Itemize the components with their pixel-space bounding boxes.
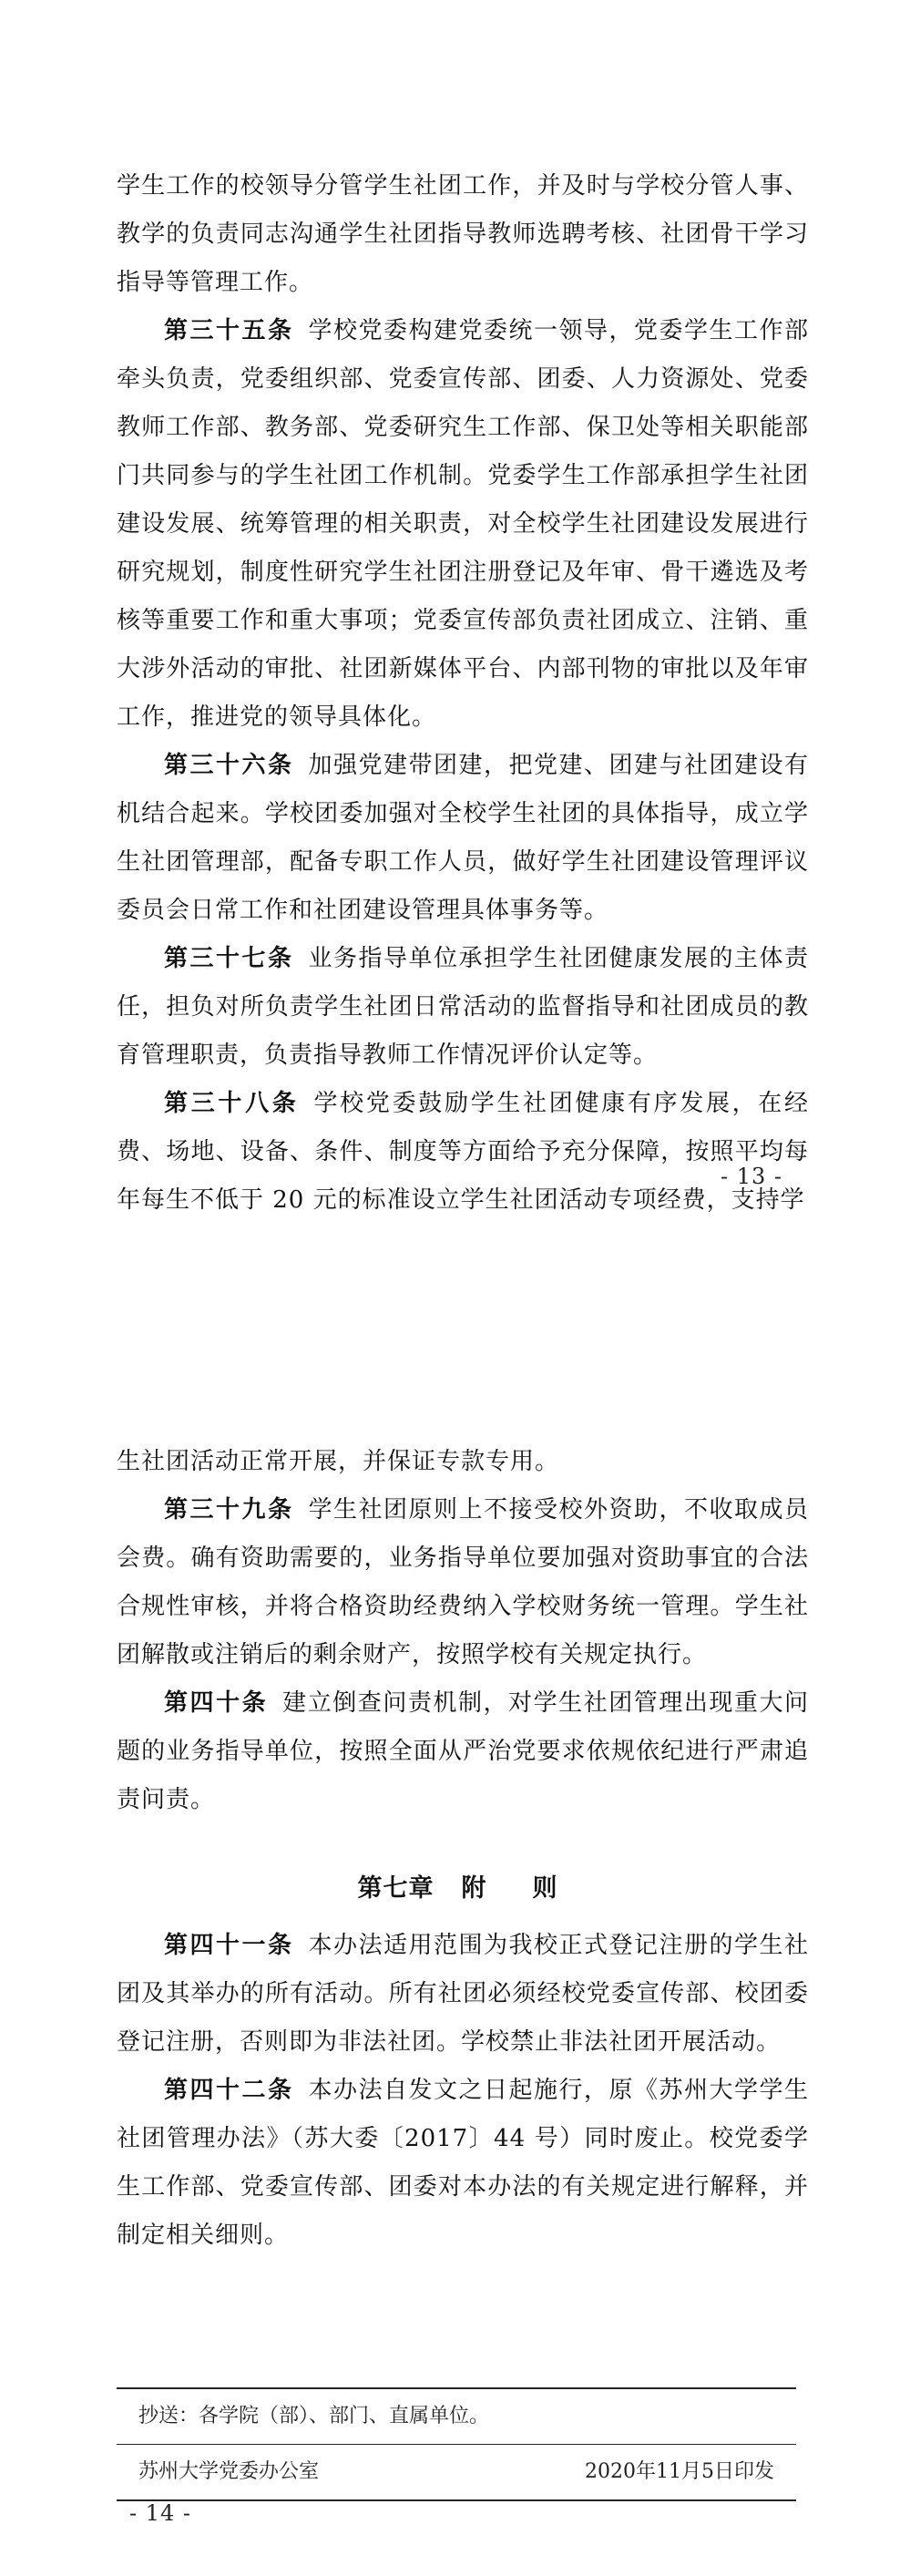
paragraph-text: 生社团活动正常开展，并保证专款专用。 bbox=[117, 1448, 560, 1475]
cc-line: 抄送：各学院（部）、部门、直属单位。 bbox=[138, 2405, 490, 2427]
article-number: 第三十八条 bbox=[164, 1090, 300, 1117]
page-14-body bbox=[117, 1438, 809, 2260]
article-number: 第三十五条 bbox=[164, 317, 294, 344]
paragraph-continued bbox=[117, 1438, 809, 1486]
document-page-14 bbox=[0, 1421, 910, 2576]
issue-date: 2020年11月5日印发 bbox=[585, 2460, 774, 2483]
paragraph-text: 学生工作的校领导分管学生社团工作，并及时与学校分管人事、教学的负责同志沟通学生社团指导教师选聘考核、社团骨干学习指导等管理工作。 bbox=[117, 172, 809, 296]
article-40 bbox=[117, 1679, 809, 1824]
article-35 bbox=[117, 307, 809, 742]
article-36 bbox=[117, 742, 809, 935]
distribution-block bbox=[117, 2387, 796, 2501]
page-number: - 14 - bbox=[129, 2500, 192, 2526]
paragraph-text: 学生社团原则上不接受校外资助，不收取成员会费。确有资助需要的，业务指导单位要加强对资助事宜的合法合规性审核，并将合格资助经费纳入学校财务统一管理。学生社团解散或注销后的剩余财产，按照学校有关规定执行。 bbox=[117, 1496, 809, 1668]
chapter-number: 第七章 bbox=[357, 1874, 435, 1903]
paragraph-text: 学校党委构建党委统一领导，党委学生工作部牵头负责，党委组织部、党委宣传部、团委、人力资源处、党委教师工作部、教务部、党委研究生工作部、保卫处等相关职能部门共同参与的学生社团工作机制。党委学生工作部承担学生社团建设发展、统筹管理的相关职责，对全校学生社团建设发展进行研究规划，制度性研究学生社团注册登记及年审、骨干遴选及考核等重要工作和重大事项；党委宣传部负责社团成立、注销、重大涉外活动的审批、社团新媒体平台、内部刊物的审批以及年审工作，推进党的领导具体化。 bbox=[117, 317, 809, 731]
page-13-body bbox=[117, 162, 809, 1225]
article-42 bbox=[117, 2067, 809, 2260]
article-37 bbox=[117, 935, 809, 1080]
document-page-13 bbox=[0, 0, 910, 1212]
article-number: 第四十一条 bbox=[164, 1932, 294, 1959]
page-number: - 13 - bbox=[720, 1164, 782, 1189]
paragraph-text: 本办法适用范围为我校正式登记注册的学生社团及其举办的所有活动。所有社团必须经校党委宣传部、校团委登记注册，否则即为非法社团。学校禁止非法社团开展活动。 bbox=[117, 1932, 809, 2056]
paragraph-continued bbox=[117, 162, 809, 307]
article-39 bbox=[117, 1486, 809, 1679]
divider-bottom bbox=[117, 2499, 796, 2501]
article-number: 第四十二条 bbox=[164, 2077, 294, 2104]
issuer: 苏州大学党委办公室 bbox=[138, 2460, 320, 2483]
article-number: 第四十条 bbox=[164, 1689, 269, 1717]
paragraph-text: 业务指导单位承担学生社团健康发展的主体责任，担负对所负责学生社团日常活动的监督指导和社团成员的教育管理职责，负责指导教师工作情况评价认定等。 bbox=[117, 945, 809, 1069]
chapter-title: 附 则 bbox=[461, 1874, 568, 1903]
paragraph-text: 加强党建带团建，把党建、团建与社团建设有机结合起来。学校团委加强对全校学生社团的具体指导，成立学生社团管理部，配备专职工作人员，做好学生社团建设管理评议委员会日常工作和社团建设管理具体事务等。 bbox=[117, 752, 809, 924]
paragraph-text: 建立倒查问责机制，对学生社团管理出现重大问题的业务指导单位，按照全面从严治党要求依规依纪进行严肃追责问责。 bbox=[117, 1689, 809, 1813]
issue-row bbox=[117, 2445, 796, 2499]
article-38 bbox=[117, 1080, 809, 1225]
article-41 bbox=[117, 1922, 809, 2067]
article-number: 第三十九条 bbox=[164, 1496, 294, 1524]
paragraph-text: 学校党委鼓励学生社团健康有序发展，在经费、场地、设备、条件、制度等方面给予充分保障，按照平均每年每生不低于 20 元的标准设立学生社团活动专项经费，支持学 bbox=[117, 1090, 809, 1214]
article-number: 第三十六条 bbox=[164, 752, 294, 779]
paragraph-text: 本办法自发文之日起施行，原《苏州大学学生社团管理办法》（苏大委〔2017〕44 号）同时废止。校党委学生工作部、党委宣传部、团委对本办法的有关规定进行解释，并制定相关细则。 bbox=[117, 2077, 809, 2249]
article-number: 第三十七条 bbox=[164, 945, 294, 972]
chapter-heading bbox=[117, 1864, 809, 1913]
